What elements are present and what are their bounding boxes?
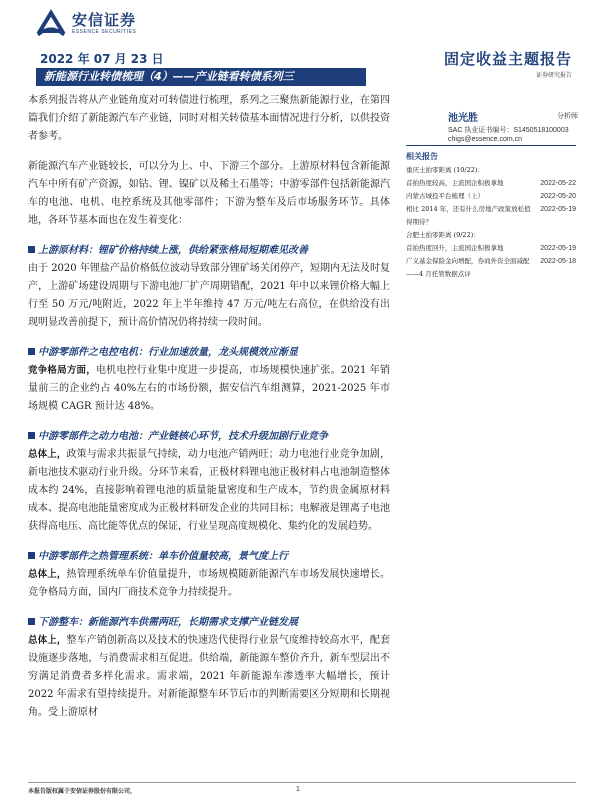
section-heading: 中游零部件之热管理系统：单车价值量较高，景气度上行 (38, 551, 288, 562)
brand-logo (36, 4, 136, 44)
bullet-square-icon (28, 348, 35, 355)
section-heading: 上游原材料：锂矿价格持续上涨，供给紧张格局短期难见改善 (38, 245, 308, 256)
section-text: 整车产销创新高以及技术的快速迭代使得行业景气度维持较高水平，配套设施逐步落地，与消费需求相互促进。供给端，新能源车整价齐升，新车型层出不穷满足消费者多样化需求。需求端，2021 年新能源车渗透率大幅增长，预计 2022 年需求有望持续提升。对新能源整车环节后市的判断需要区分短期和长期视角。受上游原材 (28, 635, 390, 718)
section-lead: 总体上， (28, 635, 67, 646)
logo-icon (36, 9, 66, 39)
report-type: 固定收益主题报告 (443, 50, 572, 68)
section-lead: 总体上， (28, 449, 67, 460)
related-report-item[interactable]: 合肥土拍零距离 (9/22)： (406, 231, 480, 239)
related-report-item[interactable]: 广义基金保险金向增配，券商外资全面减配——4 月托管数据点评 2022-05-18 (406, 257, 576, 278)
section-heading: 中游零部件之动力电池：产业链核心环节，技术升级加剧行业竞争 (38, 431, 328, 442)
section-text: 热管理系统单车价值量提升，市场规模随新能源汽车市场发展快速增长。竞争格局方面，国内厂商技术竞争力持续提升。 (28, 569, 390, 598)
related-report-item[interactable]: 首拍热度较高，主流国企积极拿地 2022-05-22 (406, 179, 576, 187)
analyst-sac: SAC 执业证书编号：S1450518100003 (448, 127, 569, 134)
related-report-item[interactable]: 内蒙古城投平台梳理（上） 2022-05-20 (406, 192, 576, 200)
bullet-square-icon (28, 246, 35, 253)
brand-name-cn: 安信证券 (72, 11, 137, 29)
report-title: 新能源行业转债梳理（4）——产业链看转债系列三 (36, 68, 366, 86)
section-battery (28, 428, 390, 536)
section-heading: 中游零部件之电控电机：行业加速放量，龙头规模效应渐显 (38, 347, 298, 358)
footer-disclaimer: 本报告版权属于安信证券股份有限公司， (28, 788, 137, 795)
section-motor-control (28, 344, 390, 416)
bullet-square-icon (28, 552, 35, 559)
footer-divider (28, 782, 576, 783)
related-reports-title: 相关报告 (406, 152, 438, 161)
report-subtype: 证券研究报告 (535, 72, 572, 79)
intro-paragraph: 本系列报告将从产业链角度对可转债进行梳理，系列之三聚焦新能源行业，在第四篇我们介绍了新能源汽车产业链，同时对相关转债基本面情况进行分析，以供投资者参考。 (28, 95, 390, 142)
section-text: 政策与需求共振景气持续，动力电池产销两旺；动力电池行业竞争加剧，新电池技术驱动行业升级。分环节来看，正极材料锂电池正极材料占电池制造整体成本约 24%，直接影响着锂电池的质量能量密度和生产成本，节约贵金属原材料成本、提高电池能量密度成为正极材料研发企业的共同目标；电解液是锂离子电池获得高电压、高比能等优点的保证，行业呈现高度规模化、集约化的发展趋势。 (28, 449, 390, 532)
section-upstream (28, 242, 390, 332)
report-date: 2022 年 07 月 23 日 (40, 52, 164, 66)
brand-name-en: ESSENCE SECURITIES (72, 29, 137, 35)
section-text: 电机电控行业集中度进一步提高，市场规模快速扩张。2021 年销量前三的企业约占 40%左右的市场份额，据安信汽车组测算，2021-2025 年市场规模 CAGR 预计达 48%。 (28, 365, 390, 412)
related-reports (406, 145, 576, 281)
bullet-square-icon (28, 618, 35, 625)
overview-paragraph: 新能源汽车产业链较长，可以分为上、中、下游三个部分。上游原材料包含新能源汽车中所有矿产资源，如钴、锂、镍矿以及稀土石墨等；中游零部件包括新能源汽车的电池、电机、电控系统及其他零部件；下游为整车及后市场服务环节。具体地，各环节基本面也在发生着变化： (28, 161, 390, 226)
related-report-item[interactable]: 相比 2014 年，还有什么房地产政策放松值得期待？ 2022-05-19 (406, 205, 576, 226)
analyst-name: 池光胜 (448, 113, 478, 124)
report-body (28, 92, 390, 734)
section-downstream (28, 614, 390, 722)
section-thermal (28, 548, 390, 602)
related-report-item[interactable]: 首拍热度回升，主流国企积极拿地 2022-05-19 (406, 244, 576, 252)
section-heading: 下游整车：新能源汽车供需两旺，长期需求支撑产业链发展 (38, 617, 298, 628)
bullet-square-icon (28, 432, 35, 439)
analyst-block (448, 108, 578, 144)
analyst-role: 分析师 (557, 113, 578, 120)
related-report-item[interactable]: 重庆土拍零距离 (10/22)： (406, 166, 484, 174)
page-number: 1 (296, 786, 300, 793)
section-lead: 总体上， (28, 569, 67, 580)
section-text: 由于 2020 年锂盐产品价格低位波动导致部分锂矿场关闭停产，短期内无法及时复产，上游矿场建设周期与下游电池厂扩产周期错配，2021 年中以来锂价格大幅上行至 50 万元/吨附近，2022 年上半年维持 47 万元/吨左右高位，在供给没有出现明显改善前提下，预计高价情况仍将持续一段时间。 (28, 263, 390, 328)
section-lead: 竞争格局方面， (28, 365, 96, 376)
analyst-email[interactable]: chigs@essence.com.cn (448, 136, 523, 143)
